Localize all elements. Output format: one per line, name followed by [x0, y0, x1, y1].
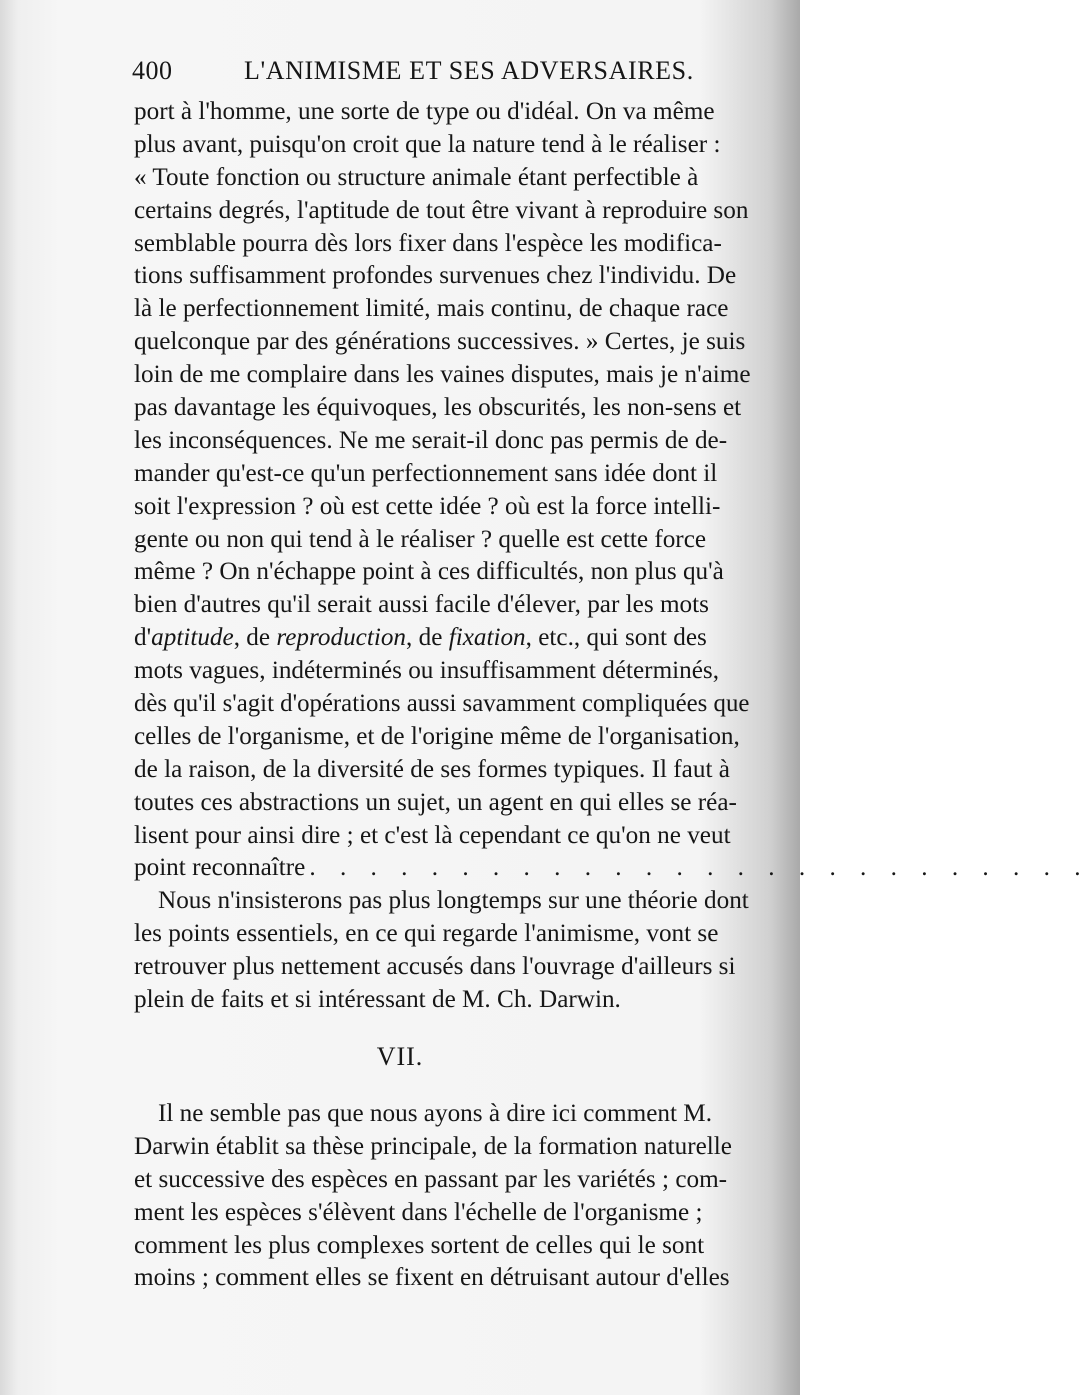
text-line: gente ou non qui tend à le réaliser ? quelle est cette force — [134, 525, 707, 553]
dot-leader: . . . . . . . . . . . . . . . . . . . . . . . . . . — [309, 854, 1090, 882]
text-line: les points essentiels, en ce qui regarde l'animisme, vont se — [134, 920, 719, 948]
italic-suffix: , etc., qui sont des — [525, 624, 707, 652]
text-line: retrouver plus nettement accusés dans l'ouvrage d'ailleurs si — [134, 953, 736, 981]
section-heading: VII. — [376, 1042, 424, 1071]
term-aptitude: aptitude — [151, 624, 234, 652]
text-line: Il ne semble pas que nous ayons à dire ici comment M. — [158, 1100, 712, 1127]
text-line: plus avant, puisqu'on croit que la nature tend à le réaliser : — [134, 130, 721, 158]
section-text — [134, 1098, 752, 1295]
text-line: port à l'homme, une sorte de type ou d'idéal. On va même — [134, 98, 715, 125]
text-line: mander qu'est-ce qu'un perfectionnement sans idée dont il — [134, 459, 718, 487]
running-title: L'ANIMISME ET SES ADVERSAIRES. — [244, 56, 694, 85]
text-line-dotted: point reconnaître . . . . . . . . . . . . . . . . . . . . . . . . . . — [134, 852, 752, 885]
text-line: certains degrés, l'aptitude de tout être vivant à reproduire son — [134, 196, 749, 224]
text-line-italic-terms — [134, 622, 752, 655]
text-line: semblable pourra dès lors fixer dans l'espèce les modifica- — [134, 229, 722, 257]
text-line: « Toute fonction ou structure animale étant perfectible à — [134, 163, 699, 191]
term-fixation: fixation — [448, 624, 526, 652]
italic-sep: , de — [406, 624, 449, 652]
text-line: pas davantage les équivoques, les obscurités, les non-sens et — [134, 394, 742, 422]
text-line: Nous n'insisterons pas plus longtemps sur une théorie dont — [158, 887, 749, 915]
page-header — [132, 56, 752, 94]
italic-prefix: d' — [134, 624, 152, 652]
text-line: loin de me complaire dans les vaines disputes, mais je n'aime — [134, 361, 751, 389]
text-line: moins ; comment elles se fixent en détruisant autour d'elles — [134, 1264, 730, 1292]
text-line: les inconséquences. Ne me serait-il donc pas permis de de- — [134, 426, 728, 454]
text-line: mots vagues, indéterminés ou insuffisamment déterminés, — [134, 657, 720, 685]
text-line: tions suffisamment profondes survenues chez l'individu. De — [134, 262, 737, 290]
text-line: dès qu'il s'agit d'opérations aussi savamment compliquées que — [134, 690, 750, 718]
text-line: soit l'expression ? où est cette idée ? où est la force intelli- — [134, 492, 721, 520]
page-number: 400 — [132, 56, 173, 85]
italic-sep: , de — [233, 624, 277, 652]
text-line: lisent pour ainsi dire ; et c'est là cependant ce qu'on ne veut — [134, 821, 731, 849]
term-reproduction: reproduction — [276, 624, 407, 652]
text-line: comment les plus complexes sortent de celles qui le sont — [134, 1231, 705, 1259]
text-line: quelconque par des générations successives. » Certes, je suis — [134, 328, 746, 356]
text-line: même ? On n'échappe point à ces difficultés, non plus qu'à — [134, 558, 724, 586]
text-line: celles de l'organisme, et de l'origine même de l'organisation, — [134, 722, 740, 750]
text-line: ment les espèces s'élèvent dans l'échelle de l'organisme ; — [134, 1198, 703, 1226]
text-line: Darwin établit sa thèse principale, de la formation naturelle — [134, 1132, 732, 1160]
text-line: là le perfectionnement limité, mais continu, de chaque race — [134, 295, 729, 323]
text-line: et successive des espèces en passant par les variétés ; com- — [134, 1165, 728, 1193]
text-line: bien d'autres qu'il serait aussi facile d'élever, par les mots — [134, 591, 709, 619]
text-line: de la raison, de la diversité de ses formes typiques. Il faut à — [134, 755, 730, 783]
text-line: toutes ces abstractions un sujet, un agent en qui elles se réa- — [134, 788, 737, 816]
text-line: plein de faits et si intéressant de M. Ch. Darwin. — [134, 986, 621, 1014]
main-text — [134, 96, 1090, 1017]
